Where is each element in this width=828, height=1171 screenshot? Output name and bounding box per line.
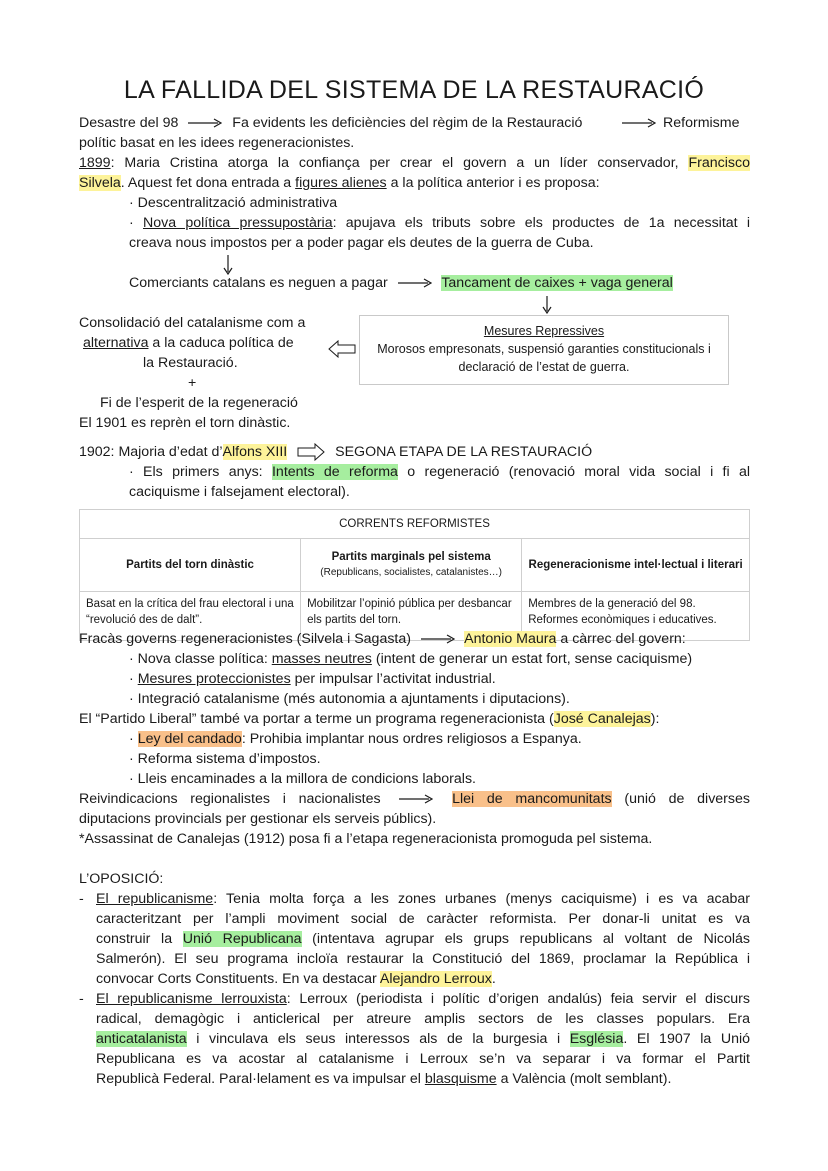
highlight-esglesia: Església <box>569 1031 624 1047</box>
paragraph-text: a València (molt semblant). <box>500 1071 672 1087</box>
highlight-silvela: Silvela <box>79 175 121 191</box>
table-header-row <box>80 539 750 592</box>
paragraph-text: convocar Corts Constituents. En va destacar <box>96 971 377 987</box>
bullet-text: per impulsar l’activitat industrial. <box>294 671 496 687</box>
table-cell: Basat en la crítica del frau electoral i una “revolució des de dalt”. <box>80 592 301 641</box>
plus-sign: + <box>188 375 197 391</box>
maura-text-2: a càrrec del govern: <box>560 631 686 647</box>
s1902-bullet-text: · Els primers anys: <box>129 464 263 480</box>
highlight-tancament: Tancament de caixes + vaga general <box>441 275 673 291</box>
intro-desastre: Desastre del 98 <box>79 115 179 131</box>
highlight-intents-reforma: Intents de reforma <box>271 464 398 480</box>
blasquisme: blasquisme <box>424 1071 497 1087</box>
canalejas-note: *Assassinat de Canalejas (1912) posa fi a l’etapa regeneracionista promoguda pel sistema. <box>79 831 653 847</box>
column-subtitle: (Republicans, socialistes, catalanistes…) <box>320 567 503 578</box>
column-title: Partits marginals pel sistema <box>331 551 491 563</box>
paragraph-text: Republicà Federal. Paral·lelament es va impulsar el <box>96 1071 421 1087</box>
republicanisme-line-4: Salmerón). El seu programa incloïa restaurar la Constitució del 1869, proclamar la República i <box>96 951 750 967</box>
table-header-cell <box>522 539 750 592</box>
republicanisme-line-2: caracteritzant per l’ampli moviment social de caràcter reformista. Per donar-li unitat es va <box>96 911 750 927</box>
table-heading: CORRENTS REFORMISTES <box>80 510 750 539</box>
mesures-line-1: Morosos empresonats, suspensió garanties constitucionals i <box>377 342 711 356</box>
liberal-text: El “Partido Liberal” també va portar a terme un programa regeneracionista ( <box>79 711 554 727</box>
lerrouxista-line-2: radical, demagògic i anticlerical per atreure amplis sectors de les classes populars. Era <box>96 1011 750 1027</box>
s1899-line-1 <box>79 153 750 173</box>
s1902-bullet <box>129 462 750 482</box>
s1902-bullet-text-2: o regeneració (renovació moral vida social i fi al <box>407 464 751 480</box>
down-arrow-icon <box>542 296 552 314</box>
s1902-line <box>79 442 592 462</box>
page-title: LA FALLIDA DEL SISTEMA DE LA RESTAURACIÓ <box>123 76 705 104</box>
paragraph-text: (intentava agrupar els grups republicans al voltant de Nicolás <box>312 931 750 947</box>
republicanisme-line-3 <box>96 929 750 949</box>
right-arrow-icon <box>399 794 433 804</box>
paragraph-text: i vinculava els seus interessos als de la burgesia i <box>196 1031 561 1047</box>
lerrouxista-line-4: Republicana es va acostar al catalanisme i Lerroux se’n va separar i va formar el Partit <box>96 1051 750 1067</box>
torn-dinastic-1901: El 1901 es reprèn el torn dinàstic. <box>79 415 291 431</box>
paragraph-text: . El 1907 la Unió <box>623 1031 751 1047</box>
mesures-proteccionistes: Mesures proteccionistes <box>137 671 291 687</box>
highlight-unio-republicana: Unió Republicana <box>182 931 302 947</box>
highlight-alfons: Alfons XIII <box>222 444 288 460</box>
right-arrow-icon <box>188 118 222 128</box>
s1902-bullet-cont: caciquisme i falsejament electoral). <box>129 484 350 500</box>
intro-line <box>79 113 582 133</box>
paragraph-text: construir la <box>96 931 173 947</box>
republicanisme-line-1 <box>96 889 750 909</box>
fi-regeneracio: Fi de l’esperit de la regeneració <box>100 395 298 411</box>
masses-neutres: masses neutres <box>271 651 372 667</box>
bullet-descentralitzacio: · Descentralització administrativa <box>129 195 338 211</box>
table-cell: Membres de la generació del 98. Reformes econòmiques i educatives. <box>522 592 750 641</box>
comerciants-line <box>129 273 673 293</box>
intro-line-2: polític basat en les idees regeneracionistes. <box>79 135 355 151</box>
s1902-text: 1902: Majoria d’edat d’ <box>79 444 223 460</box>
left-hollow-arrow-icon <box>328 340 356 358</box>
maura-bullet-3: · Integració catalanisme (més autonomia a ajuntaments i diputacions). <box>129 691 570 707</box>
mesures-title: Mesures Repressives <box>483 324 605 338</box>
liberal-line <box>79 709 659 729</box>
highlight-mancomunitats: Llei de mancomunitats <box>452 791 612 807</box>
highlight-anticatalanista: anticatalanista <box>96 1031 187 1047</box>
s1899-text-2: . Aquest fet dona entrada a <box>120 175 292 191</box>
bullet-dot: · <box>129 731 134 747</box>
figures-alienes: figures alienes <box>295 175 387 191</box>
intro-reformisme: Reformisme <box>663 115 740 131</box>
highlight-canalejas: José Canalejas <box>553 711 651 727</box>
s1899-text-3: a la política anterior i es proposa: <box>390 175 600 191</box>
s1899-text: : Maria Cristina atorga la confiança per crear el govern a un líder conservador, <box>110 155 679 171</box>
comerciants-text: Comerciants catalans es neguen a pagar <box>129 275 388 291</box>
right-arrow-icon <box>622 118 656 128</box>
republicanisme-line-5 <box>96 969 496 989</box>
bullet-text: (intent de generar un estat fort, sense caciquisme) <box>375 651 693 667</box>
mesures-repressives-box <box>359 315 729 385</box>
maura-text: Fracàs governs regeneracionistes (Silvela i Sagasta) <box>79 631 411 647</box>
consolidacio-text: a la caduca política de <box>152 335 294 351</box>
bullet-dot: · <box>129 215 134 231</box>
paragraph-text: . <box>491 971 496 987</box>
paragraph-text: : Tenia molta força a les zones urbanes (menys caciquisme) i es va acabar <box>213 891 750 907</box>
bullet-politica-pressupostaria <box>129 213 750 233</box>
maura-bullet-2 <box>129 669 496 689</box>
bullet-politica-cont: creava nous impostos per a poder pagar els deutes de la guerra de Cuba. <box>129 235 594 251</box>
right-arrow-icon <box>421 634 455 644</box>
intro-deficiencies: Fa evidents les deficiències del règim de la Restauració <box>232 115 583 131</box>
maura-bullet-1 <box>129 649 692 669</box>
mesures-line-2: declaració de l’estat de guerra. <box>458 360 630 374</box>
liberal-bullet-3: · Lleis encaminades a la millora de condicions laborals. <box>129 771 476 787</box>
lerrouxista-line-1 <box>96 989 750 1009</box>
column-title: Partits del torn dinàstic <box>126 559 254 571</box>
reivindicacions-text-2: (unió de diverses <box>624 791 750 807</box>
consolidacio-line-1: Consolidació del catalanisme com a <box>79 315 306 331</box>
oposicio-heading: L’OPOSICIÓ: <box>79 871 164 887</box>
highlight-ley-candado: Ley del candado <box>137 731 242 747</box>
nova-politica: Nova política pressupostària <box>142 215 333 231</box>
lerrouxista-title: El republicanisme lerrouxista <box>96 991 287 1007</box>
reivindicacions-text: Reivindicacions regionalistes i nacionalistes <box>79 791 381 807</box>
consolidacio-line-2 <box>83 333 294 353</box>
dash-bullet: - <box>79 991 84 1007</box>
lerrouxista-line-5 <box>96 1069 671 1089</box>
dash-bullet: - <box>79 891 84 907</box>
reivindicacions-line <box>79 789 750 809</box>
table-header-cell <box>301 539 522 592</box>
maura-line <box>79 629 686 649</box>
highlight-antonio-maura: Antonio Maura <box>464 631 557 647</box>
down-arrow-icon <box>223 255 233 275</box>
bullet-text: : Prohibia implantar nous ordres religiosos a Espanya. <box>241 731 582 747</box>
bullet-dot: · <box>129 671 134 687</box>
paragraph-text: : Lerroux (periodista i polític d’origen andalús) feia servir el discurs <box>286 991 750 1007</box>
bullet-text: : apujava els tributs sobre els productes de 1a necessitat i <box>332 215 750 231</box>
table-heading-row <box>80 510 750 539</box>
highlight-francisco: Francisco <box>688 155 750 171</box>
right-arrow-icon <box>398 278 432 288</box>
liberal-bullet-2: · Reforma sistema d’impostos. <box>129 751 321 767</box>
highlight-lerroux: Alejandro Lerroux <box>379 971 492 987</box>
table-cell: Mobilitzar l’opinió pública per desbancar els partits del torn. <box>301 592 522 641</box>
liberal-text-2: ): <box>650 711 660 727</box>
corrents-reformistes-table <box>79 509 750 641</box>
bullet-text: · Nova classe política: <box>129 651 268 667</box>
column-title: Regeneracionisme intel·lectual i literari <box>528 559 743 571</box>
table-header-cell <box>80 539 301 592</box>
consolidacio-line-3: la Restauració. <box>143 355 238 371</box>
right-hollow-arrow-icon <box>297 443 325 461</box>
reivindicacions-cont: diputacions provincials per gestionar els serveis públics). <box>79 811 437 827</box>
lerrouxista-line-3 <box>96 1029 750 1049</box>
alternativa: alternativa <box>83 335 149 351</box>
republicanisme-title: El republicanisme <box>96 891 214 907</box>
liberal-bullet-1 <box>129 729 582 749</box>
s1899-line-2 <box>79 173 600 193</box>
year-1899: 1899 <box>79 155 111 171</box>
segona-etapa: SEGONA ETAPA DE LA RESTAURACIÓ <box>335 444 593 460</box>
